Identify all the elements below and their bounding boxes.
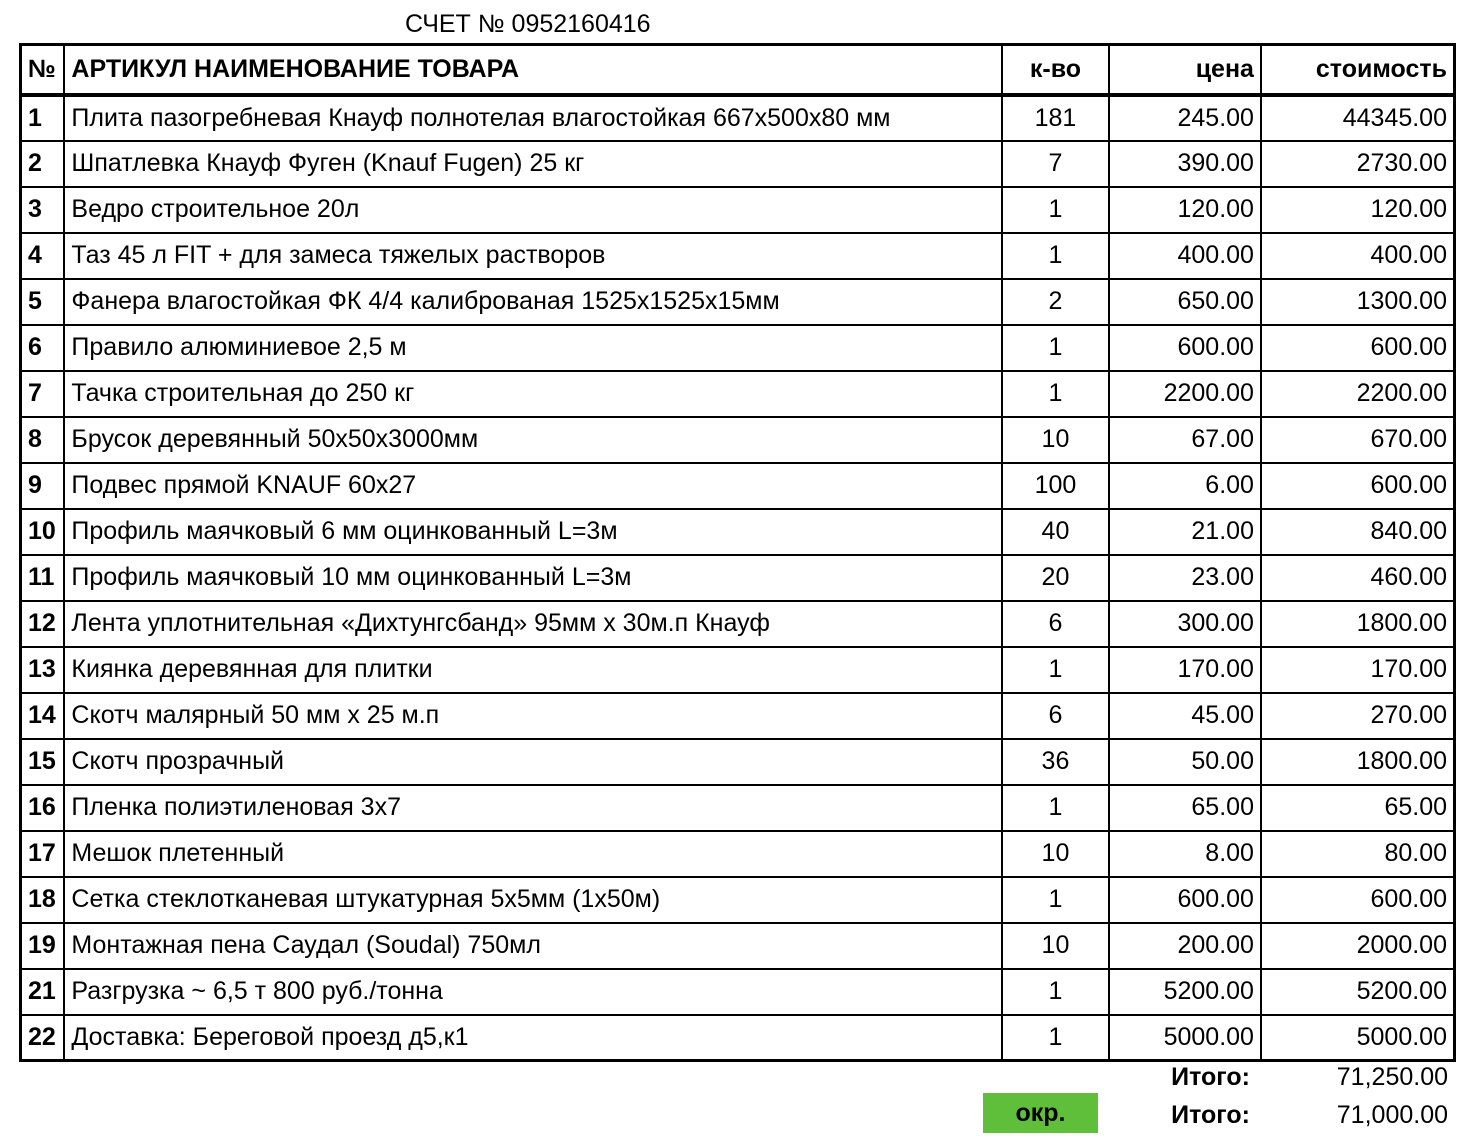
row-quantity: 1 [1002, 785, 1110, 831]
row-name: Тачка строительная до 250 кг [64, 371, 1001, 417]
row-cost: 840.00 [1261, 509, 1455, 555]
row-number: 6 [21, 325, 65, 371]
invoice-title: СЧЕТ № 0952160416 [405, 10, 651, 38]
row-number: 11 [21, 555, 65, 601]
table-row [21, 969, 1455, 1015]
row-name: Плита пазогребневая Кнауф полнотелая влагостойкая 667х500х80 мм [64, 95, 1001, 141]
table-row [21, 325, 1455, 371]
row-cost: 2200.00 [1261, 371, 1455, 417]
row-quantity: 7 [1002, 141, 1110, 187]
row-price: 8.00 [1109, 831, 1261, 877]
row-name: Брусок деревянный 50х50х3000мм [64, 417, 1001, 463]
row-number: 12 [21, 601, 65, 647]
row-number: 15 [21, 739, 65, 785]
table-row [21, 463, 1455, 509]
row-cost: 460.00 [1261, 555, 1455, 601]
row-name: Лента уплотнительная «Дихтунгсбанд» 95мм х 30м.п Кнауф [64, 601, 1001, 647]
row-price: 245.00 [1109, 95, 1261, 141]
row-quantity: 6 [1002, 601, 1110, 647]
row-quantity: 40 [1002, 509, 1110, 555]
row-cost: 600.00 [1261, 463, 1455, 509]
row-price: 50.00 [1109, 739, 1261, 785]
table-row [21, 739, 1455, 785]
row-cost: 600.00 [1261, 877, 1455, 923]
row-price: 390.00 [1109, 141, 1261, 187]
header-number: № [21, 45, 65, 95]
row-number: 17 [21, 831, 65, 877]
row-cost: 170.00 [1261, 647, 1455, 693]
row-name: Скотч малярный 50 мм х 25 м.п [64, 693, 1001, 739]
row-quantity: 20 [1002, 555, 1110, 601]
row-cost: 1800.00 [1261, 739, 1455, 785]
row-name: Доставка: Береговой проезд д5,к1 [64, 1015, 1001, 1061]
table-row [21, 509, 1455, 555]
table-row [21, 1015, 1455, 1061]
row-quantity: 10 [1002, 923, 1110, 969]
total-value: 71,250.00 [1336, 1063, 1448, 1091]
row-name: Профиль маячковый 10 мм оцинкованный L=3м [64, 555, 1001, 601]
row-name: Киянка деревянная для плитки [64, 647, 1001, 693]
row-price: 5200.00 [1109, 969, 1261, 1015]
row-cost: 2000.00 [1261, 923, 1455, 969]
table-row [21, 831, 1455, 877]
row-quantity: 1 [1002, 371, 1110, 417]
row-price: 170.00 [1109, 647, 1261, 693]
rounded-total-label: Итого: [1171, 1101, 1250, 1129]
row-name: Разгрузка ~ 6,5 т 800 руб./тонна [64, 969, 1001, 1015]
row-number: 16 [21, 785, 65, 831]
row-cost: 5000.00 [1261, 1015, 1455, 1061]
row-name: Ведро строительное 20л [64, 187, 1001, 233]
row-name: Шпатлевка Кнауф Фуген (Knauf Fugen) 25 кг [64, 141, 1001, 187]
table-row [21, 785, 1455, 831]
row-name: Монтажная пена Саудал (Soudal) 750мл [64, 923, 1001, 969]
row-number: 2 [21, 141, 65, 187]
row-price: 300.00 [1109, 601, 1261, 647]
row-price: 45.00 [1109, 693, 1261, 739]
row-number: 5 [21, 279, 65, 325]
row-price: 120.00 [1109, 187, 1261, 233]
row-number: 7 [21, 371, 65, 417]
row-price: 23.00 [1109, 555, 1261, 601]
row-number: 18 [21, 877, 65, 923]
row-quantity: 1 [1002, 233, 1110, 279]
row-cost: 1800.00 [1261, 601, 1455, 647]
row-quantity: 1 [1002, 969, 1110, 1015]
row-price: 400.00 [1109, 233, 1261, 279]
row-cost: 2730.00 [1261, 141, 1455, 187]
table-row [21, 877, 1455, 923]
table-row [21, 555, 1455, 601]
row-cost: 1300.00 [1261, 279, 1455, 325]
row-number: 8 [21, 417, 65, 463]
row-number: 3 [21, 187, 65, 233]
row-name: Фанера влагостойкая ФК 4/4 калиброваная 1525х1525х15мм [64, 279, 1001, 325]
row-quantity: 2 [1002, 279, 1110, 325]
row-cost: 400.00 [1261, 233, 1455, 279]
row-cost: 600.00 [1261, 325, 1455, 371]
row-number: 21 [21, 969, 65, 1015]
header-cost: стоимость [1261, 45, 1455, 95]
row-price: 5000.00 [1109, 1015, 1261, 1061]
row-number: 9 [21, 463, 65, 509]
row-name: Скотч прозрачный [64, 739, 1001, 785]
row-cost: 80.00 [1261, 831, 1455, 877]
row-quantity: 10 [1002, 417, 1110, 463]
row-cost: 120.00 [1261, 187, 1455, 233]
table-body [21, 95, 1455, 1061]
invoice-table [19, 43, 1456, 1062]
row-name: Профиль маячковый 6 мм оцинкованный L=3м [64, 509, 1001, 555]
row-name: Пленка полиэтиленовая 3х7 [64, 785, 1001, 831]
table-row [21, 601, 1455, 647]
table-row [21, 371, 1455, 417]
row-quantity: 1 [1002, 647, 1110, 693]
row-cost: 65.00 [1261, 785, 1455, 831]
round-button[interactable]: окр. [983, 1093, 1098, 1133]
table-row [21, 95, 1455, 141]
row-quantity: 1 [1002, 1015, 1110, 1061]
row-quantity: 36 [1002, 739, 1110, 785]
table-row [21, 187, 1455, 233]
row-price: 2200.00 [1109, 371, 1261, 417]
row-number: 10 [21, 509, 65, 555]
row-quantity: 10 [1002, 831, 1110, 877]
row-number: 19 [21, 923, 65, 969]
header-name: АРТИКУЛ НАИМЕНОВАНИЕ ТОВАРА [64, 45, 1001, 95]
row-price: 650.00 [1109, 279, 1261, 325]
row-cost: 5200.00 [1261, 969, 1455, 1015]
row-cost: 270.00 [1261, 693, 1455, 739]
table-row [21, 141, 1455, 187]
row-number: 14 [21, 693, 65, 739]
row-price: 200.00 [1109, 923, 1261, 969]
row-name: Подвес прямой KNAUF 60x27 [64, 463, 1001, 509]
rounded-total-value: 71,000.00 [1336, 1101, 1448, 1129]
table-row [21, 923, 1455, 969]
table-row [21, 279, 1455, 325]
row-quantity: 1 [1002, 877, 1110, 923]
row-price: 65.00 [1109, 785, 1261, 831]
row-number: 1 [21, 95, 65, 141]
row-cost: 44345.00 [1261, 95, 1455, 141]
row-number: 22 [21, 1015, 65, 1061]
row-cost: 670.00 [1261, 417, 1455, 463]
header-quantity: к-во [1002, 45, 1110, 95]
row-price: 21.00 [1109, 509, 1261, 555]
table-row [21, 647, 1455, 693]
row-quantity: 181 [1002, 95, 1110, 141]
totals-section [0, 1055, 1474, 1148]
row-name: Таз 45 л FIT + для замеса тяжелых растворов [64, 233, 1001, 279]
row-quantity: 1 [1002, 325, 1110, 371]
table-header-row [21, 45, 1455, 95]
row-quantity: 6 [1002, 693, 1110, 739]
row-name: Мешок плетенный [64, 831, 1001, 877]
row-number: 4 [21, 233, 65, 279]
row-name: Правило алюминиевое 2,5 м [64, 325, 1001, 371]
header-price: цена [1109, 45, 1261, 95]
row-quantity: 1 [1002, 187, 1110, 233]
row-price: 600.00 [1109, 877, 1261, 923]
row-price: 600.00 [1109, 325, 1261, 371]
total-label: Итого: [1171, 1063, 1250, 1091]
table-row [21, 417, 1455, 463]
row-price: 67.00 [1109, 417, 1261, 463]
row-price: 6.00 [1109, 463, 1261, 509]
table-row [21, 693, 1455, 739]
row-number: 13 [21, 647, 65, 693]
table-row [21, 233, 1455, 279]
row-name: Сетка стеклотканевая штукатурная 5х5мм (1х50м) [64, 877, 1001, 923]
row-quantity: 100 [1002, 463, 1110, 509]
